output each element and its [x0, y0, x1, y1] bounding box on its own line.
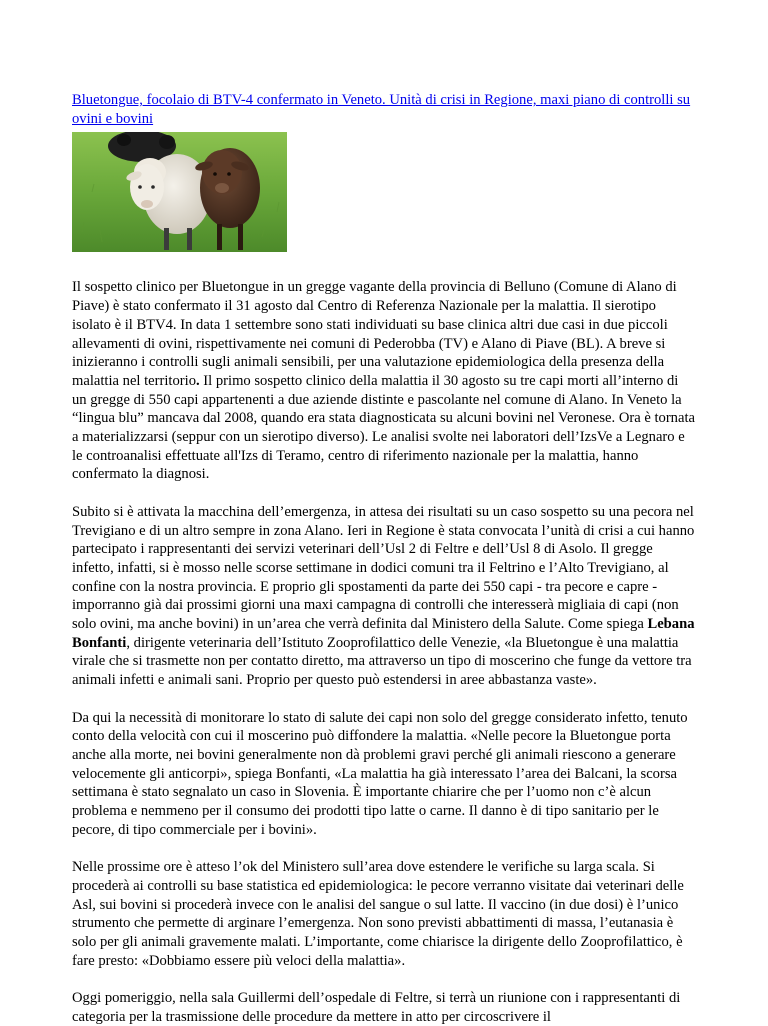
paragraph-1-text-b: Il primo sospetto clinico della malattia il 30 agosto su tre capi morti all’interno di un gregge di 550 capi appartenenti a due aziende distinte e pascolante nel comune di Alano. In Veneto la “lingua blu” mancava dal 2008, quando era stata diagnosticata su alcuni bovini nel Veronese. Ora è tornata a materializzarsi (seppur con un sierotipo diverso). Le analisi svolte nei laboratori dell’IzsVe a Legnaro e le controanalisi effettuate all'Izs di Teramo, centro di riferimento nazionale per la malattia, hanno confermato la diagnosi.: [72, 372, 695, 483]
article: [72, 91, 696, 1026]
paragraph-1-bold-dot: .: [196, 372, 200, 389]
paragraph-5: Oggi pomeriggio, nella sala Guillermi dell’ospedale di Feltre, si terrà un riunione con i rappresentanti di categoria per la trasmissione delle procedure da mettere in atto per circoscrivere il: [72, 990, 681, 1025]
article-title-link[interactable]: Bluetongue, focolaio di BTV-4 confermato in Veneto. Unità di crisi in Regione, maxi piano di controlli su ovini e bovini: [72, 92, 691, 127]
sheep-photo: [72, 132, 287, 252]
paragraph-1: [72, 278, 696, 484]
paragraph-2-text-b: , dirigente veterinaria dell’Istituto Zooprofilattico delle Venezie, «la Bluetongue è una malattia virale che si trasmette non per contatto diretto, ma attraverso un tipo di moscerino che funge da vettore tra animali infetti e animali sani. Proprio per questo può estendersi in aree abbastanza vaste».: [72, 634, 692, 689]
paragraph-4: Nelle prossime ore è atteso l’ok del Ministero sull’area dove estendere le verifiche su larga scala. Si procederà ai controlli su base statistica ed epidemiologica: le pecore verranno visitate dai veterinari delle Asl, sui bovini si procederà invece con le analisi del sangue o sul latte. Il vaccino (in due dosi) è l’unico strumento che permette di arginare l’emergenza. Non sono previsti abbattimenti di massa, l’eutanasia è solo per gli animali gravemente malati. L’importante, come chiarisce la dirigente dello Zooprofilattico, è fare presto: «Dobbiamo essere più veloci della malattia».: [72, 859, 684, 969]
paragraph-2: [72, 503, 696, 690]
paragraph-2-bold-name: Lebana Bonfanti: [72, 616, 695, 651]
paragraph-1-text-a: Il sospetto clinico per Bluetongue in un gregge vagante della provincia di Belluno (Comune di Alano di Piave) è stato confermato il 31 agosto dal Centro di Referenza Nazionale per la malattia. Il sierotipo isolato è il BTV4. In data 1 settembre sono stati individuati su base clinica altri due casi in due piccoli allevamenti di ovini, rispettivamente nei comuni di Pederobba (TV) e Alano di Piave (BL). A breve si inizieranno i controlli sugli animali sensibili, per una valutazione epidemiologica della presenza della malattia nel territorio: [72, 279, 677, 389]
paragraph-3: Da qui la necessità di monitorare lo stato di salute dei capi non solo del gregge considerato infetto, tenuto conto della velocità con cui il moscerino può diffondere la malattia. «Nelle pecore la Bluetongue porta anche alla morte, nei bovini generalmente non dà problemi gravi perché gli animali riescono a generare velocemente gli anticorpi», spiega Bonfanti, «La malattia ha già interessato l’area dei Balcani, la scorsa settimana è stato segnalato un caso in Slovenia. È importante chiarire che per l’uomo non c’è alcun problema e nemmeno per il consumo dei prodotti tipo latte o carne. Il danno è di tipo sanitario per le pecore, di tipo commerciale per i bovini».: [72, 709, 688, 838]
paragraph-2-text-a: Subito si è attivata la macchina dell’emergenza, in attesa dei risultati su un caso sospetto su una pecora nel Trevigiano e di un altro sempre in zona Alano. Ieri in Regione è stata convocata l’unità di crisi a cui hanno partecipato i rappresentanti dei servizi veterinari dell’Usl 2 di Feltre e dell’Usl 8 di Asolo. Il gregge infetto, infatti, si è mosso nelle scorse settimane in dodici comuni tra il Feltrino e l’Alto Trevigiano, al confine con la nostra provincia. E proprio gli spostamenti da parte dei 550 capi - tra pecore e capre - imporranno già dai prossimi giorni una maxi campagna di controlli che interesserà migliaia di capi (non solo ovini, ma anche bovini) in un’area che verrà definita dal Ministero della Salute. Come spiega: [72, 503, 695, 633]
